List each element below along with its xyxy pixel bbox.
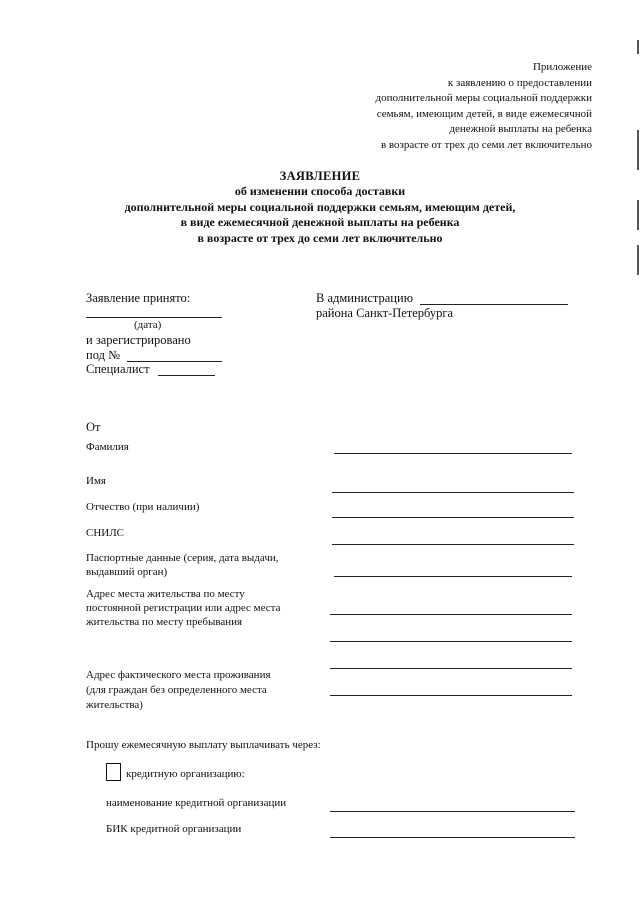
date-line[interactable] [86, 317, 222, 318]
title-line: в виде ежемесячной денежной выплаты на ребенка [180, 215, 460, 229]
actual-address-label: Адрес фактического места проживания [86, 669, 271, 681]
title-heading: ЗАЯВЛЕНИЕ [279, 169, 361, 183]
specialist-label: Специалист [86, 362, 150, 376]
surname-label: Фамилия [86, 441, 129, 453]
credit-organization-label: кредитную организацию: [126, 768, 245, 780]
passport-line[interactable] [334, 576, 572, 577]
name-label: Имя [86, 475, 106, 487]
credit-organization-name-label: наименование кредитной организации [106, 797, 287, 809]
bik-line[interactable] [330, 837, 575, 838]
patronymic-line[interactable] [332, 517, 574, 518]
from-label: От [86, 420, 101, 434]
appendix-line: дополнительной меры социальной поддержки [375, 92, 592, 104]
credit-organization-name-line[interactable] [330, 811, 575, 812]
title-line: дополнительной меры социальной поддержки семьям, имеющим детей, [124, 199, 516, 214]
appendix-line: к заявлению о предоставлении [447, 76, 592, 89]
document-title [90, 168, 550, 246]
date-caption: (дата) [134, 319, 162, 331]
scan-edge-mark [637, 130, 639, 170]
patronymic-label: Отчество (при наличии) [86, 501, 200, 513]
actual-address-line[interactable] [330, 695, 572, 696]
credit-organization-checkbox[interactable] [106, 763, 121, 781]
bik-label: БИК кредитной организации [106, 823, 242, 835]
actual-address-label: жительства) [86, 699, 143, 711]
scan-edge-mark [637, 245, 639, 275]
appendix-note [302, 60, 592, 153]
snils-label: СНИЛС [86, 527, 125, 539]
registration-address-label: Адрес места жительства по месту [86, 588, 245, 600]
administration-label: В администрацию [316, 291, 414, 305]
surname-line[interactable] [334, 453, 572, 454]
registration-address-label: постоянной регистрации или адрес места [86, 602, 281, 614]
title-line: в возрасте от трех до семи лет включительно [197, 230, 443, 245]
registration-number-label: под № [86, 348, 120, 362]
scan-edge-mark [637, 200, 639, 230]
registration-address-label: жительства по месту пребывания [86, 616, 243, 628]
payment-request-label: Прошу ежемесячную выплату выплачивать через: [86, 739, 321, 751]
appendix-line: Приложение [532, 61, 592, 73]
appendix-line: в возрасте от трех до семи лет включительно [380, 138, 592, 151]
name-line[interactable] [332, 492, 574, 493]
administration-line[interactable] [420, 304, 568, 305]
appendix-line: семьям, имеющим детей, в виде ежемесячной [376, 107, 592, 120]
registration-address-line-2[interactable] [330, 641, 572, 642]
registered-label: и зарегистрировано [86, 333, 191, 347]
district-label: района Санкт-Петербурга [316, 306, 454, 320]
title-line: об изменении способа доставки [234, 184, 406, 198]
appendix-line: денежной выплаты на ребенка [449, 123, 592, 135]
snils-line[interactable] [332, 544, 574, 545]
scan-edge-mark [637, 40, 639, 54]
passport-label: Паспортные данные (серия, дата выдачи, [86, 552, 279, 564]
registration-address-line[interactable] [330, 614, 572, 615]
actual-address-label: (для граждан без определенного места [86, 684, 267, 696]
accepted-label: Заявление принято: [86, 291, 191, 305]
specialist-line[interactable] [158, 375, 215, 376]
passport-label: выдавший орган) [86, 566, 168, 578]
registration-address-line-3[interactable] [330, 668, 572, 669]
